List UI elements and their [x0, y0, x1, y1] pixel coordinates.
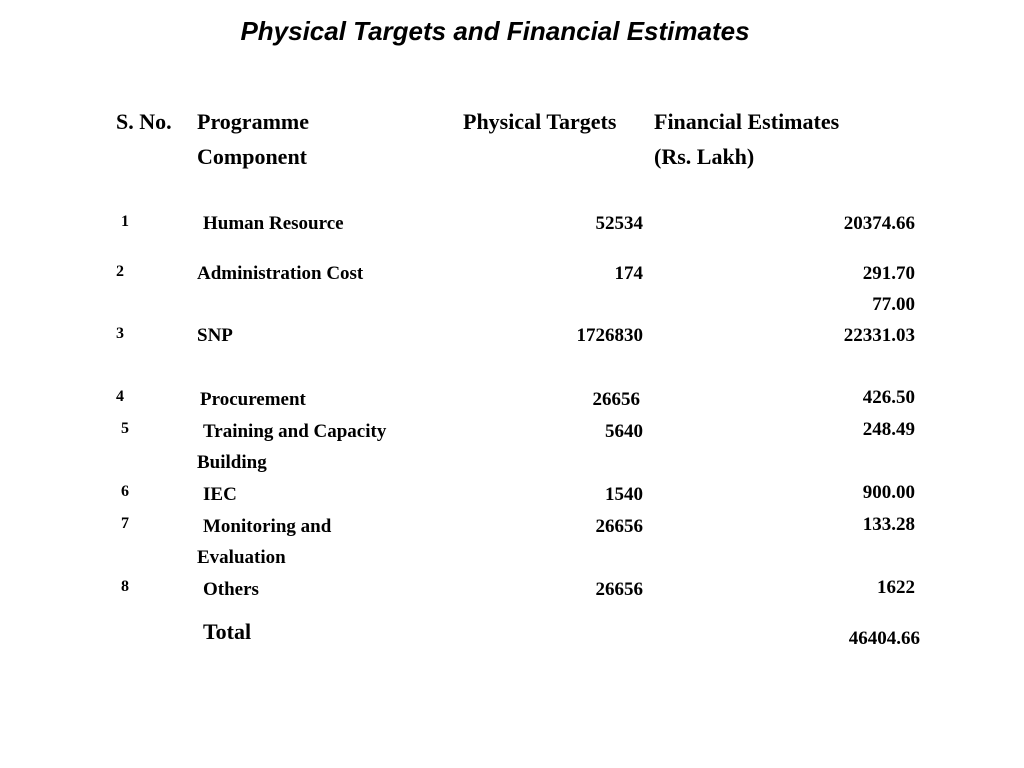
row-physical: 174 [614, 263, 643, 284]
row-physical: 5640 [605, 421, 643, 442]
total-label: Total [203, 619, 252, 644]
header-physical-targets: Physical Targets [463, 109, 617, 134]
row-sno: 5 [121, 420, 129, 437]
row-sno: 4 [116, 388, 124, 405]
header-financial-line1: Financial Estimates [654, 109, 840, 134]
row-physical: 1540 [605, 484, 643, 505]
row-component: Others [203, 579, 259, 600]
row-component-line2: Evaluation [197, 547, 286, 568]
header-component-line1: Programme [197, 109, 309, 134]
row-financial: 22331.03 [843, 325, 915, 346]
row-financial: 20374.66 [843, 213, 915, 234]
row-sno: 2 [116, 263, 124, 280]
row-physical: 26656 [595, 579, 643, 600]
row-component: SNP [197, 325, 233, 346]
row-physical: 52534 [595, 213, 643, 234]
row-physical: 1726830 [576, 325, 643, 346]
row-component: IEC [203, 484, 237, 505]
row-financial: 291.70 [862, 263, 915, 284]
page-title: Physical Targets and Financial Estimates [240, 16, 750, 46]
header-component-line2: Component [197, 144, 308, 169]
row-component-line1: Monitoring and [203, 516, 332, 537]
row-component: Administration Cost [197, 263, 364, 284]
header-sno: S. No. [116, 109, 172, 134]
row-physical: 26656 [595, 516, 643, 537]
row-financial: 1622 [877, 577, 915, 598]
row-sno: 1 [121, 213, 129, 230]
row-physical: 26656 [592, 389, 640, 410]
total-financial: 46404.66 [848, 628, 920, 649]
row-component-line2: Building [197, 452, 267, 473]
row-component-line1: Training and Capacity [203, 421, 387, 442]
row-sno: 8 [121, 578, 129, 595]
header-financial-line2: (Rs. Lakh) [654, 144, 755, 169]
row-financial: 900.00 [862, 482, 915, 503]
row-sno: 3 [116, 325, 124, 342]
row-component: Human Resource [203, 213, 344, 234]
row-component: Procurement [200, 389, 306, 410]
row-sno: 7 [121, 515, 129, 532]
row-financial: 426.50 [862, 387, 915, 408]
row-financial-extra: 77.00 [872, 294, 915, 315]
row-sno: 6 [121, 483, 129, 500]
row-financial: 248.49 [862, 419, 915, 440]
row-financial: 133.28 [862, 514, 915, 535]
